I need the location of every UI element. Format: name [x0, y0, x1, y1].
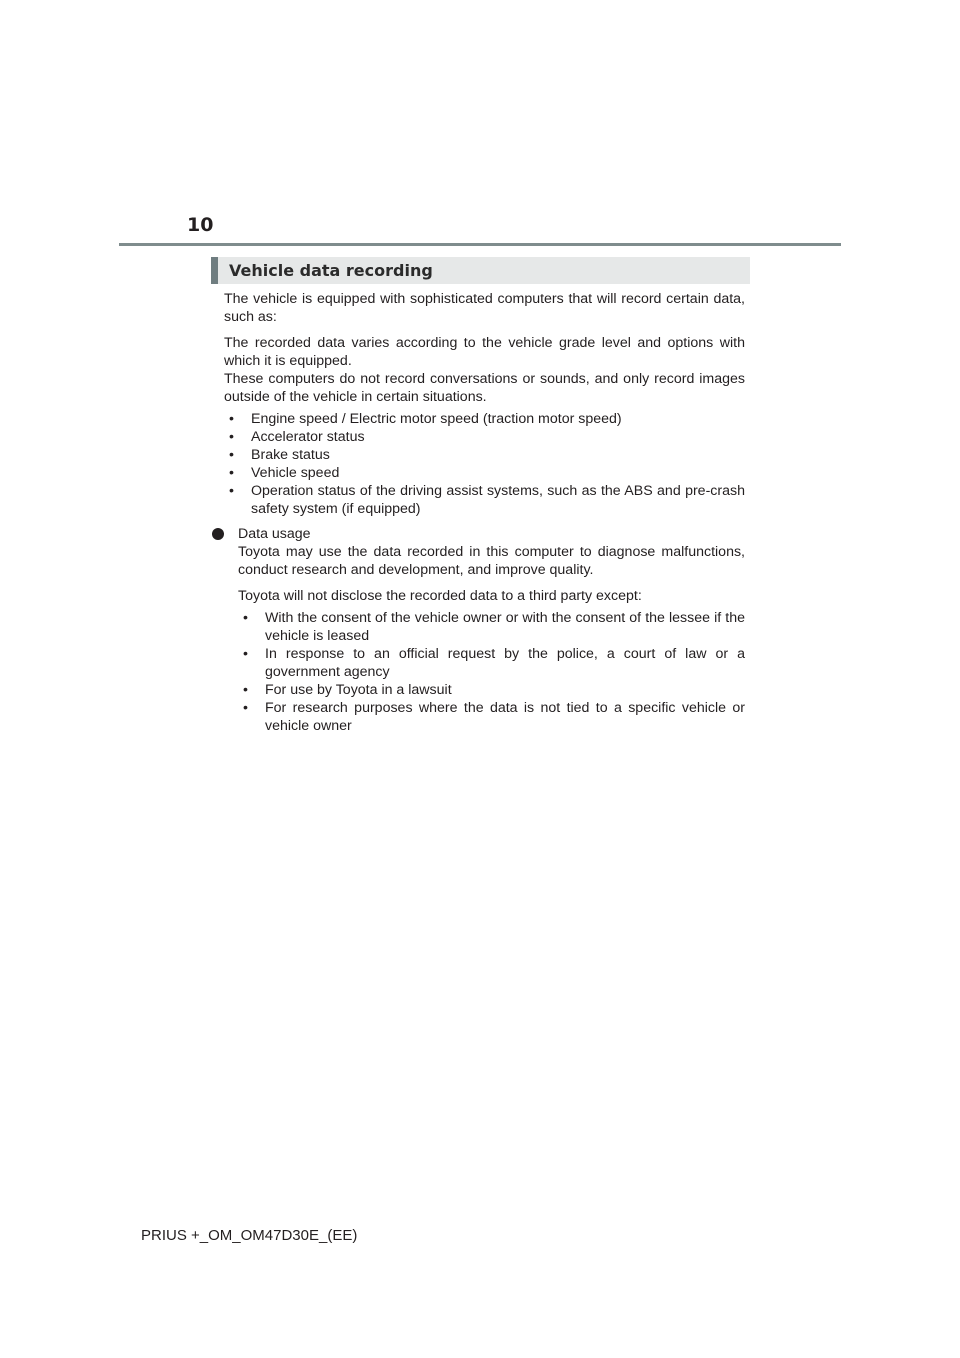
- bullet-icon: •: [243, 610, 248, 626]
- intro-paragraph: The recorded data varies according to the vehicle grade level and options with which it is equipped.: [224, 335, 745, 369]
- list-item-text: In response to an official request by the police, a court of law or a government agency: [265, 646, 745, 680]
- bullet-icon: •: [229, 429, 234, 445]
- list-item: [224, 446, 745, 464]
- list-item: [224, 464, 745, 482]
- list-item-text: For research purposes where the data is not tied to a specific vehicle or vehicle owner: [265, 700, 745, 734]
- intro-paragraph: These computers do not record conversations or sounds, and only record images outside of the vehicle in certain situations.: [224, 371, 745, 405]
- intro-paragraph: The vehicle is equipped with sophisticated computers that will record certain data, such as:: [224, 291, 745, 325]
- bullet-icon: •: [243, 682, 248, 698]
- list-item-text: Accelerator status: [251, 429, 365, 445]
- list-item: [224, 482, 745, 518]
- data-usage-paragraph: Toyota may use the data recorded in this computer to diagnose malfunctions, conduct research and development, and improve quality.: [238, 544, 745, 578]
- list-item: [238, 609, 745, 645]
- section-content: [224, 290, 745, 735]
- list-item-text: Operation status of the driving assist systems, such as the ABS and pre-crash safety system (if equipped): [251, 483, 745, 517]
- header-rule: [119, 243, 841, 246]
- bullet-icon: •: [243, 700, 248, 716]
- list-item: [238, 699, 745, 735]
- bullet-icon: •: [243, 646, 248, 662]
- list-item: [224, 410, 745, 428]
- list-item: [238, 645, 745, 681]
- list-item-text: Brake status: [251, 447, 330, 463]
- page-number: 10: [187, 214, 214, 236]
- bullet-icon: •: [229, 465, 234, 481]
- data-usage-paragraph: Toyota will not disclose the recorded data to a third party except:: [238, 588, 642, 604]
- list-item: [238, 681, 745, 699]
- footer-document-code: PRIUS +_OM_OM47D30E_(EE): [141, 1227, 358, 1244]
- list-item-text: For use by Toyota in a lawsuit: [265, 682, 452, 698]
- bullet-icon: •: [229, 483, 234, 499]
- bullet-icon: •: [229, 447, 234, 463]
- list-item: [224, 428, 745, 446]
- list-item-text: With the consent of the vehicle owner or with the consent of the lessee if the vehicle is leased: [265, 610, 745, 644]
- bullet-icon: •: [229, 411, 234, 427]
- section-title: Vehicle data recording: [229, 261, 433, 280]
- exceptions-list: [238, 609, 745, 735]
- list-item-text: Vehicle speed: [251, 465, 340, 481]
- data-usage-section: [224, 525, 745, 735]
- recorded-items-list: [224, 410, 745, 518]
- filled-circle-icon: [212, 528, 224, 540]
- data-usage-title: Data usage: [238, 526, 311, 542]
- list-item-text: Engine speed / Electric motor speed (traction motor speed): [251, 411, 622, 427]
- section-header: [211, 257, 750, 284]
